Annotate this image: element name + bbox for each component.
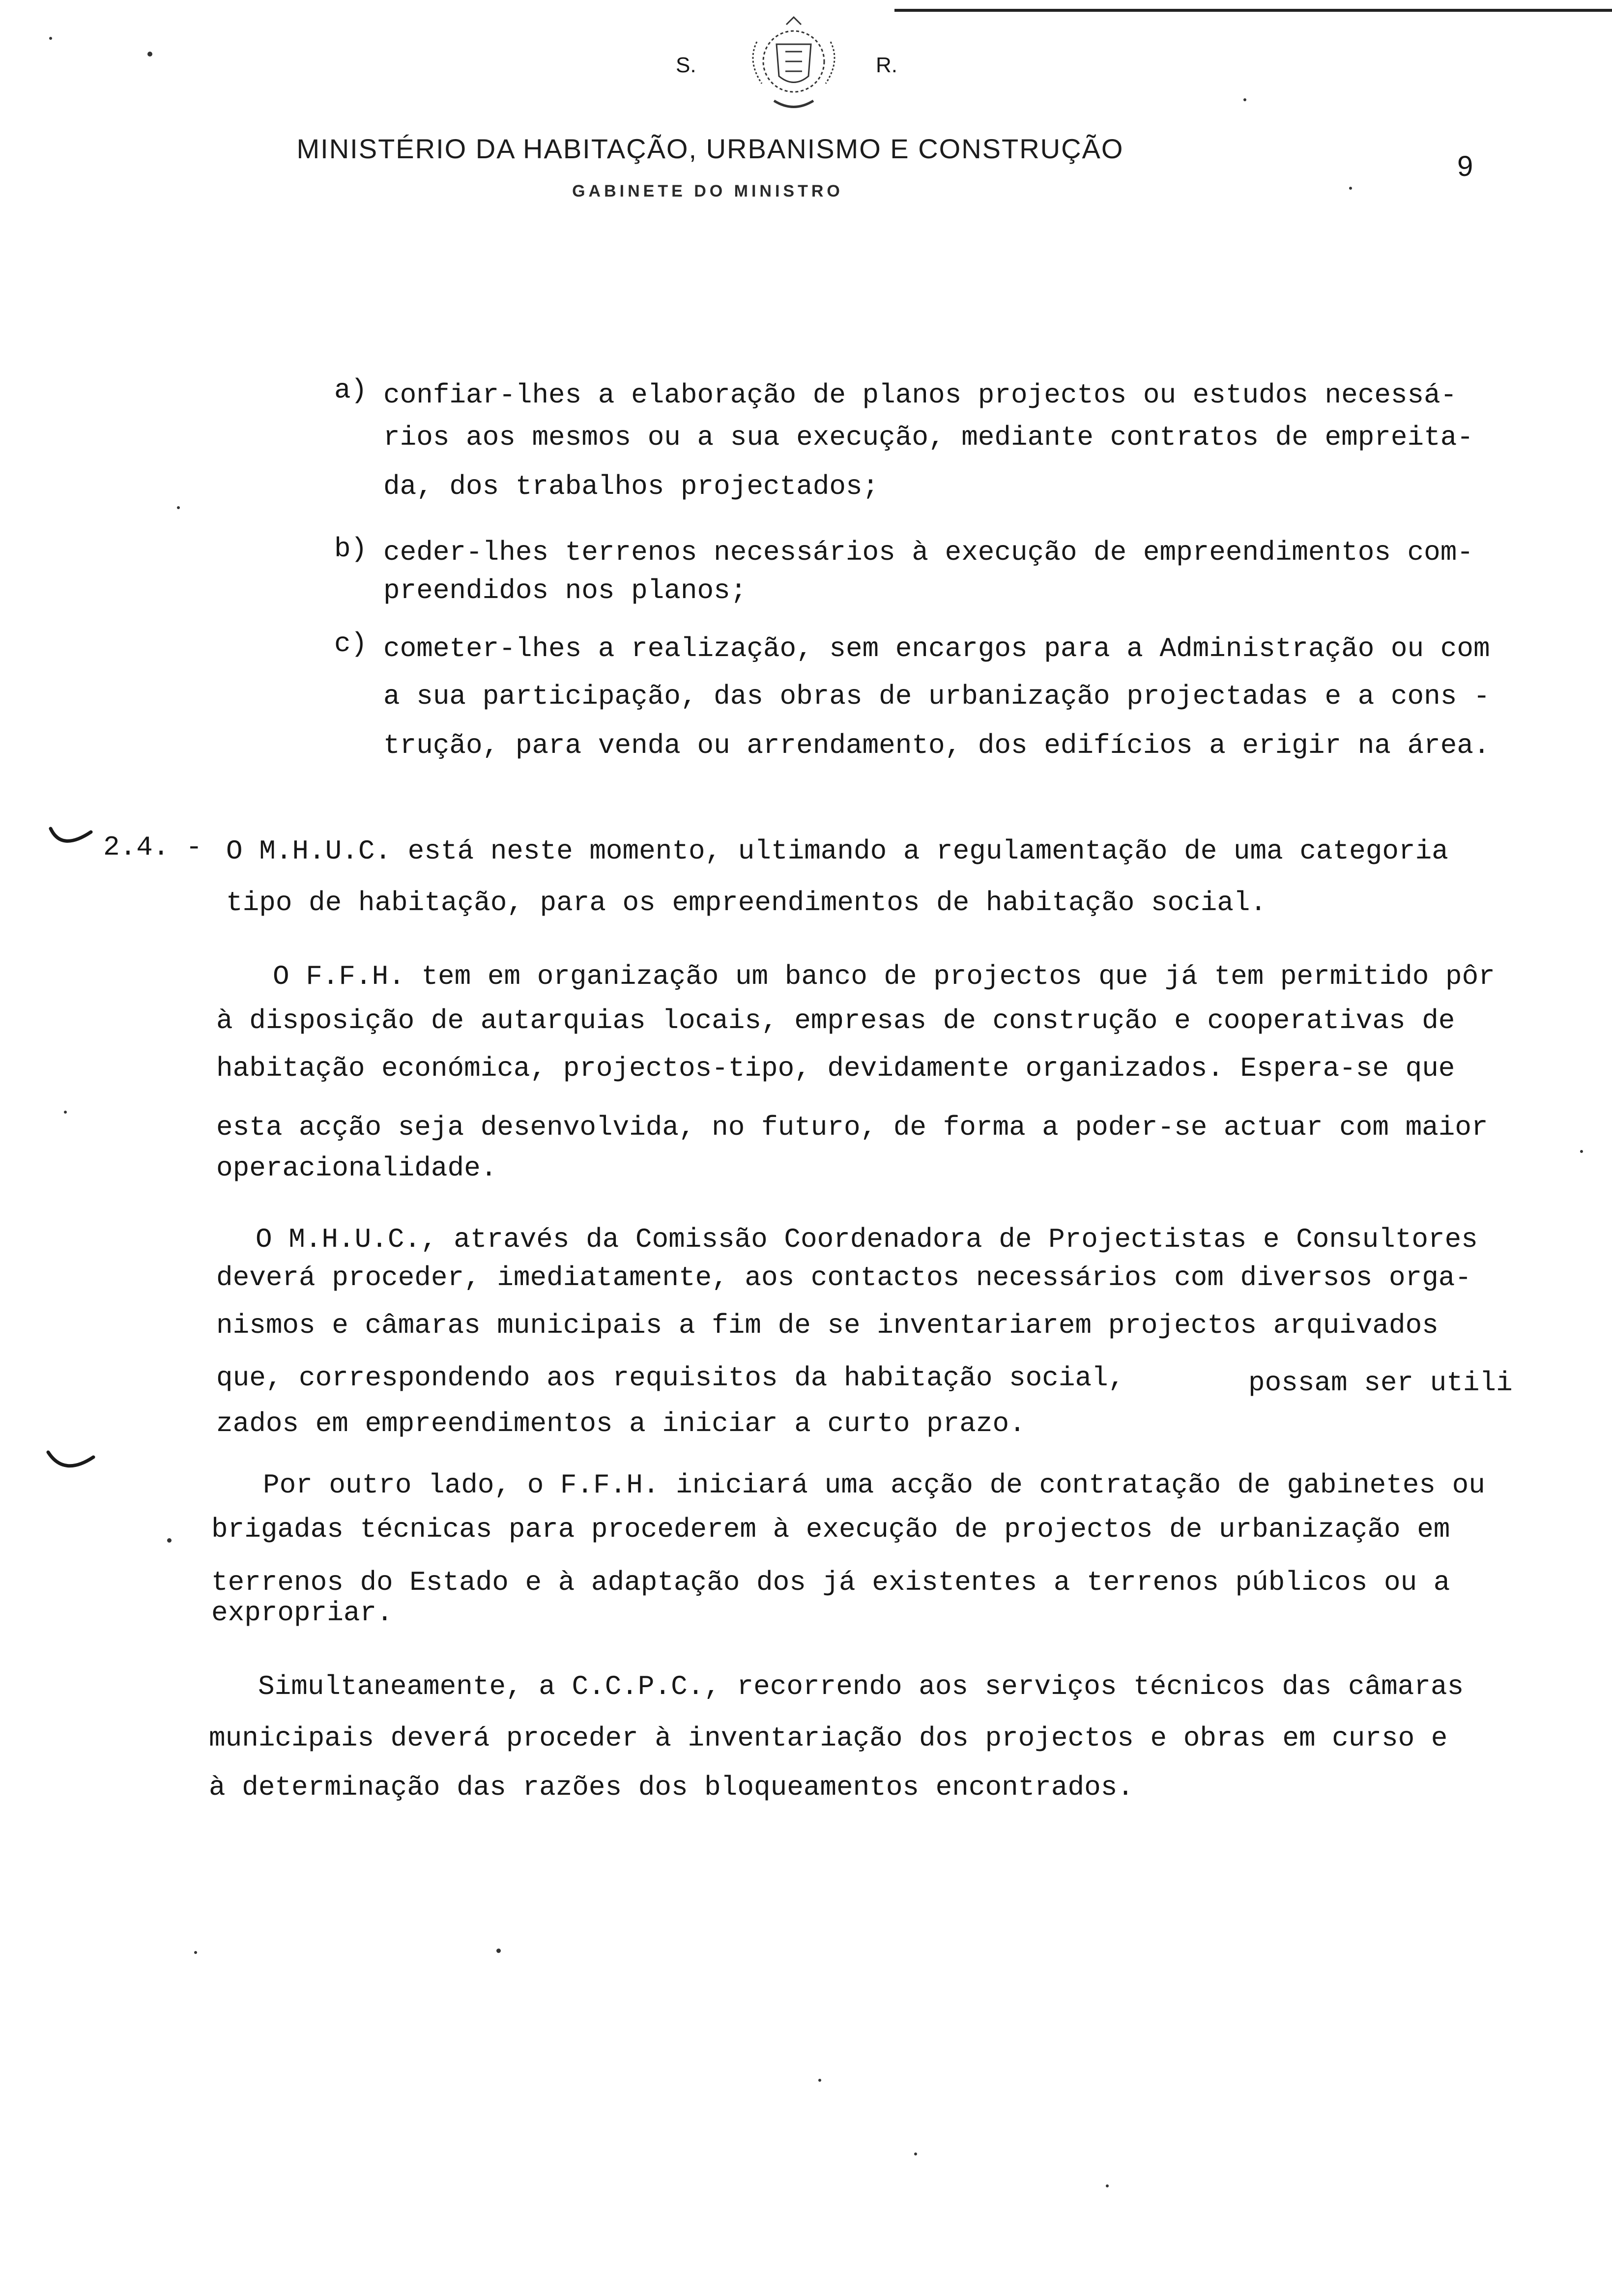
list-a-line-1: confiar-lhes a elaboração de planos projectos ou estudos necessá-	[383, 379, 1457, 411]
paragraph-2-line-5: zados em empreendimentos a iniciar a curto prazo.	[216, 1408, 1026, 1439]
coat-of-arms-seal-icon	[727, 15, 860, 118]
scan-speck	[64, 1111, 67, 1114]
paragraph-3-line-2: brigadas técnicas para procederem à execução de projectos de urbanização em	[211, 1514, 1450, 1545]
scan-speck	[147, 52, 152, 57]
paragraph-3-line-4: expropriar.	[211, 1597, 393, 1629]
scan-speck	[914, 2152, 917, 2155]
scan-speck	[496, 1949, 501, 1953]
list-marker-a: a)	[334, 374, 368, 406]
list-a-line-2: rios aos mesmos ou a sua execução, mediante contratos de empreita-	[383, 422, 1473, 453]
paragraph-2-line-4a: que, correspondendo aos requisitos da habitação social,	[216, 1362, 1125, 1394]
scan-speck	[1106, 2184, 1109, 2187]
paragraph-4-line-1: Simultaneamente, a C.C.P.C., recorrendo aos serviços técnicos das câmaras	[258, 1671, 1464, 1702]
top-rule	[894, 9, 1612, 12]
margin-curve-mark-icon	[44, 1447, 98, 1482]
ministry-heading: MINISTÉRIO DA HABITAÇÃO, URBANISMO E CONSTRUÇÃO	[296, 133, 1124, 164]
scan-speck	[1243, 98, 1246, 101]
section-number: 2.4. -	[103, 832, 202, 863]
scan-speck	[1349, 187, 1352, 190]
paragraph-2-line-4b: possam ser utili	[1248, 1367, 1513, 1399]
paragraph-1-line-2: à disposição de autarquias locais, empresas de construção e cooperativas de	[216, 1005, 1455, 1036]
paragraph-4-line-2: municipais deverá proceder à inventariação dos projectos e obras em curso e	[209, 1722, 1448, 1754]
paragraph-3-line-3: terrenos do Estado e à adaptação dos já existentes a terrenos públicos ou a	[211, 1567, 1450, 1598]
scan-speck	[818, 2079, 821, 2082]
list-marker-c: c)	[334, 628, 368, 660]
paragraph-2-line-3: nismos e câmaras municipais a fim de se inventariarem projectos arquivados	[216, 1310, 1439, 1341]
paragraph-1-line-4: esta acção seja desenvolvida, no futuro, de forma a poder-se actuar com maior	[216, 1112, 1488, 1143]
paragraph-1-line-5: operacionalidade.	[216, 1152, 497, 1184]
page-number: 9	[1457, 150, 1473, 182]
seal-letter-right: R.	[876, 53, 897, 77]
seal-letter-left: S.	[676, 53, 696, 77]
scan-speck	[49, 37, 52, 40]
paragraph-2-line-2: deverá proceder, imediatamente, aos contactos necessários com diversos orga-	[216, 1262, 1472, 1293]
paragraph-4-line-3: à determinação das razões dos bloqueamentos encontrados.	[209, 1772, 1134, 1803]
paragraph-1-line-3: habitação económica, projectos-tipo, devidamente organizados. Espera-se que	[216, 1053, 1455, 1084]
section-line-2: tipo de habitação, para os empreendimentos de habitação social.	[226, 887, 1267, 918]
list-c-line-2: a sua participação, das obras de urbanização projectadas e a cons -	[383, 681, 1490, 712]
scan-speck	[177, 506, 180, 509]
list-a-line-3: da, dos trabalhos projectados;	[383, 471, 879, 502]
paragraph-3-line-1: Por outro lado, o F.F.H. iniciará uma acção de contratação de gabinetes ou	[263, 1469, 1485, 1501]
margin-check-mark-icon	[47, 825, 96, 854]
list-b-line-2: preendidos nos planos;	[383, 575, 747, 606]
paragraph-1-line-1: O F.F.H. tem em organização um banco de projectos que já tem permitido pôr	[273, 961, 1495, 992]
paragraph-2-line-1: O M.H.U.C., através da Comissão Coordenadora de Projectistas e Consultores	[256, 1224, 1478, 1255]
list-marker-b: b)	[334, 533, 368, 565]
scan-speck	[194, 1951, 197, 1954]
cabinet-heading: GABINETE DO MINISTRO	[572, 182, 843, 201]
list-c-line-1: cometer-lhes a realização, sem encargos para a Administração ou com	[383, 633, 1490, 664]
scan-speck	[1580, 1150, 1583, 1153]
list-b-line-1: ceder-lhes terrenos necessários à execução de empreendimentos com-	[383, 537, 1473, 568]
section-line-1: O M.H.U.C. está neste momento, ultimando a regulamentação de uma categoria	[226, 835, 1448, 867]
list-c-line-3: trução, para venda ou arrendamento, dos edifícios a erigir na área.	[383, 730, 1490, 761]
scan-speck	[167, 1538, 172, 1543]
